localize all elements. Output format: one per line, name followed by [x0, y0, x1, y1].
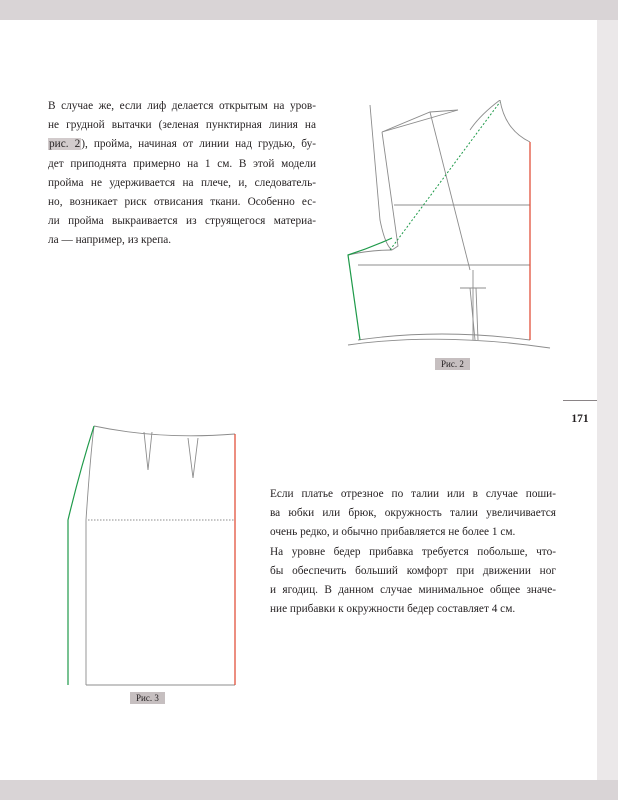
text-line: не грудной вытачки (зеленая пунктирная линия на	[48, 119, 316, 132]
text-line: очень редко, и обычно прибавляется не более 1 см.	[270, 526, 516, 539]
shoulder-line	[382, 132, 398, 250]
text-line: бы обеспечить больший комфорт при движении ног	[270, 564, 556, 577]
figure-2-caption: Рис. 2	[435, 358, 470, 370]
figure-3-caption: Рис. 3	[130, 692, 165, 704]
page-number-rule	[563, 400, 597, 401]
green-dotted-line	[390, 102, 500, 250]
text-line: ва юбки или брюк, окружность талии увеличивается	[270, 507, 556, 520]
text-line: ние прибавки к окружности бедер составляет 4 см.	[270, 603, 516, 616]
dart-2	[188, 438, 198, 478]
left-side-line	[86, 426, 94, 685]
text-line: и ягодиц. В данном случае минимальное общее значе-	[270, 584, 556, 597]
text-line	[48, 135, 316, 154]
right-margin-strip	[597, 20, 618, 780]
text-fragment: ), пройма, начиная от линии над грудью, бу-	[81, 138, 316, 151]
back-armhole	[500, 100, 530, 142]
dart-1	[144, 432, 152, 470]
bottom-margin-bar	[0, 780, 618, 800]
top-margin-bar	[0, 0, 618, 20]
paragraph-open-bodice	[48, 97, 316, 251]
back-neck	[470, 100, 500, 130]
waist-curve	[94, 426, 235, 436]
hem-line	[348, 339, 550, 348]
text-line: В случае же, если лиф делается открытым на уров-	[48, 100, 316, 112]
text-line: дет приподнята примерно на 1 см. В этой модели	[48, 157, 316, 170]
figure-3-skirt-pattern	[60, 420, 240, 690]
green-side-line	[348, 238, 392, 340]
page-number: 171	[571, 413, 589, 425]
text-line: но, возникает риск отвисания ткани. Особенно ес-	[48, 196, 316, 209]
text-line: На уровне бедер прибавка требуется побольше, что-	[270, 545, 556, 558]
text-line: пройма не удерживается на плече, и, следователь-	[48, 176, 316, 189]
figure-reference[interactable]: рис. 2	[49, 138, 81, 151]
neckline-curve	[382, 110, 458, 132]
text-line: Если платье отрезное по талии или в случае поши-	[270, 488, 556, 500]
figure-2-bodice-pattern	[330, 100, 560, 355]
paragraph-waist-hip-allowance	[270, 485, 556, 619]
text-line: ла — например, из крепа.	[48, 234, 172, 247]
vertical-guide	[430, 112, 470, 270]
text-line: ли пройма выкраивается из струящегося материа-	[48, 215, 316, 228]
